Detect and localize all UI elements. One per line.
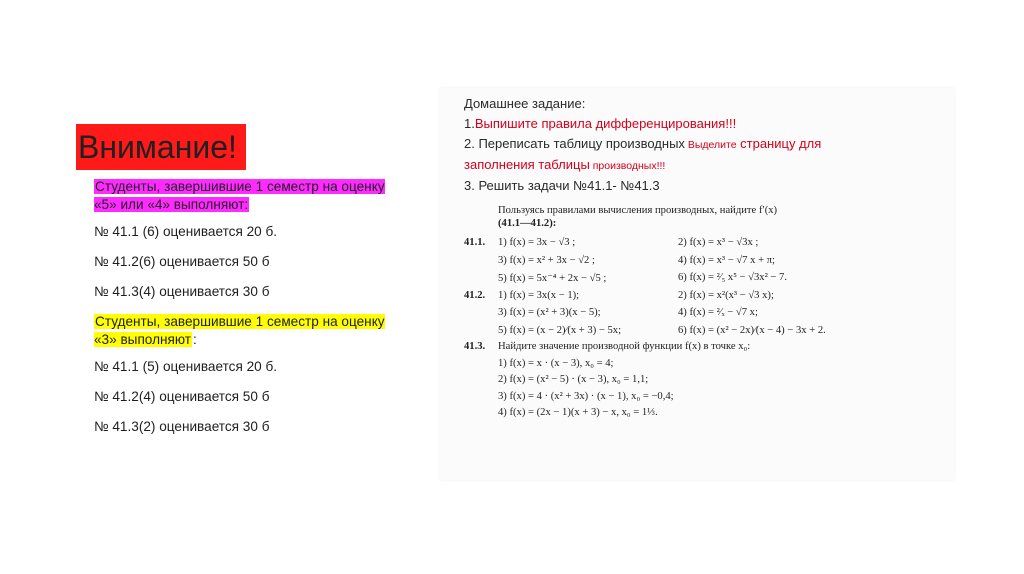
exercise-item: 4) f(x) = (2x − 1)(x + 3) − x, x₀ = 1⅓. xyxy=(498,407,658,418)
group2-heading xyxy=(94,313,394,349)
textbook-intro-line-1: Пользуясь правилами вычисления производных, найдите f′(x) xyxy=(498,205,778,216)
homework-line-2-text: 2. Переписать таблицу производных xyxy=(464,136,685,151)
exercise-41-3-title xyxy=(464,339,950,356)
group2-item-2: № 41.2(4) оценивается 50 б xyxy=(94,389,270,404)
exercise-item: 4) f(x) = ²⁄ₓ − √7 x; xyxy=(678,307,758,319)
group2-item-3: № 41.3(2) оценивается 30 б xyxy=(94,419,270,434)
group2-heading-colon: : xyxy=(193,332,197,347)
exercise-item: 1) f(x) = 3x − √3 ; xyxy=(498,237,576,249)
exercise-row xyxy=(464,234,787,252)
group1-heading xyxy=(94,178,394,214)
exercise-item: 1) f(x) = 3x(x − 1); xyxy=(498,289,580,301)
group1-heading-text: Студенты, завершившие 1 семестр на оценку «5» или «4» выполняют: xyxy=(94,179,385,212)
group1-item-1: № 41.1 (6) оценивается 20 б. xyxy=(94,224,278,239)
homework-line-3-red: заполнения таблицы xyxy=(464,157,590,172)
exercise-41-3-task: Найдите значение производной функции f(x) в точке x₀: xyxy=(498,341,751,352)
exercise-row xyxy=(464,269,787,287)
exercise-item: 2) f(x) = x²(x³ − √3 x); xyxy=(678,289,774,301)
exercise-number: 41.2. xyxy=(464,289,486,301)
exercise-item: 2) f(x) = x³ − √3x ; xyxy=(678,237,759,249)
exercise-row xyxy=(464,322,826,340)
slide-title: Внимание! xyxy=(76,124,246,170)
exercise-item: 5) f(x) = (x − 2)⁄(x + 3) − 5x; xyxy=(498,324,622,336)
homework-line-2 xyxy=(464,134,944,155)
exercise-41-1 xyxy=(464,234,787,287)
homework-instructions xyxy=(464,94,944,196)
exercise-item: 6) f(x) = (x² − 2x)⁄(x − 4) − 3x + 2. xyxy=(678,324,826,336)
exercise-row xyxy=(464,304,826,322)
exercise-item: 2) f(x) = (x² − 5) · (x − 3), x₀ = 1,1; xyxy=(498,374,649,385)
group2-heading-text: Студенты, завершившие 1 семестр на оценку «3» выполняют xyxy=(94,314,385,347)
homework-heading: Домашнее задание: xyxy=(464,96,586,111)
group2-item-1: № 41.1 (5) оценивается 20 б. xyxy=(94,359,278,374)
homework-line-1-text: Выпишите правила дифференцирования!!! xyxy=(474,116,737,131)
group1-item-3: № 41.3(4) оценивается 30 б xyxy=(94,284,270,299)
textbook-excerpt xyxy=(464,204,950,422)
homework-line-2-red: страницу для xyxy=(736,136,822,151)
homework-line-2-small: Выделите xyxy=(684,139,737,151)
homework-line-3 xyxy=(464,155,944,176)
homework-image xyxy=(440,88,954,480)
exercise-item: 5) f(x) = 5x⁻⁴ + 2x − √5 ; xyxy=(498,272,607,284)
exercise-41-3 xyxy=(464,339,950,422)
group1-item-2: № 41.2(6) оценивается 50 б xyxy=(94,254,270,269)
assignment-list xyxy=(94,178,394,448)
exercise-number: 41.3. xyxy=(464,341,486,352)
exercise-row xyxy=(464,252,787,270)
homework-line-1-num: 1. xyxy=(464,116,475,131)
exercise-item: 3) f(x) = 4 · (x² + 3x) · (x − 1), x₀ = −0,4; xyxy=(498,390,674,402)
textbook-intro xyxy=(498,204,950,230)
exercise-row xyxy=(464,287,826,305)
exercise-item: 3) f(x) = x² + 3x − √2 ; xyxy=(498,254,595,266)
textbook-intro-line-2 xyxy=(498,217,950,230)
exercise-41-2 xyxy=(464,287,826,340)
exercise-item: 1) f(x) = x · (x − 3), x₀ = 4; xyxy=(498,357,614,369)
exercise-item: 3) f(x) = (x² + 3)(x − 5); xyxy=(498,307,601,319)
exercise-number: 41.1. xyxy=(464,237,486,249)
textbook-intro-range: (41.1—41.2): xyxy=(498,218,557,229)
homework-line-4: 3. Решить задачи №41.1- №41.3 xyxy=(464,178,660,193)
exercise-item: 6) f(x) = ²⁄₅ x⁵ − √3x² − 7. xyxy=(678,272,787,284)
homework-line-3-small: производных!!! xyxy=(589,160,666,172)
homework-line-1 xyxy=(464,114,944,134)
exercise-item: 4) f(x) = x³ − √7 x + π; xyxy=(678,254,775,266)
